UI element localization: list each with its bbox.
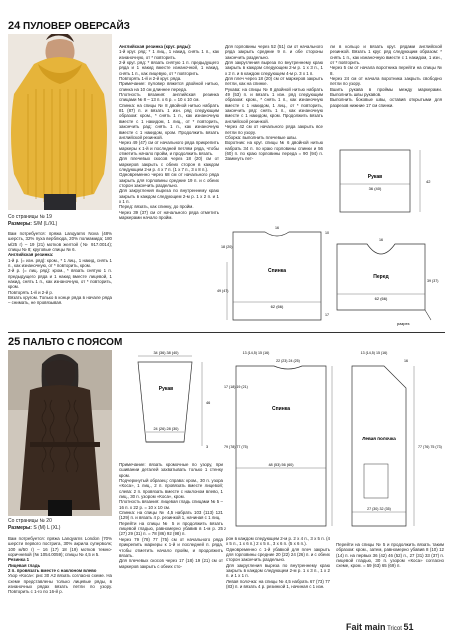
sizes-label: Размеры:	[8, 525, 32, 531]
paragraph: Примечание: вязать кромочные по узору, при сшивании деталей захватывать только 1 стенку кром.	[119, 462, 223, 478]
coat-illustration	[8, 350, 112, 516]
paragraph: Спинка: на спицы № 4,5 набрать 103 (113) 121 (129) п. и вязать 4 р. резинкой 1, начиная с 1 лиц.	[119, 510, 223, 521]
paragraph: Для плечевых скосов через 17 (18) 19 (21) см от маркеров закрыть с обеих сто-	[119, 558, 223, 569]
paragraph: Плотность вязания: лицевая гладь спицами № 5 – 16 п. х 22 р. = 10 х 10 см.	[119, 499, 223, 510]
paragraph: Вам потребуется: пряжа Lanqyarns London (70% шерсти первого постригa, 30% акрила суперволк; 100 м/50 г) – 16 (17) 18 (19) мотков темно-коричневой (№ 1054.0059); спицы № 4,5 и 5.	[8, 536, 112, 558]
section1-column4	[330, 44, 442, 134]
paragraph: Для горловины через 52 (51) см от начального ряда закрыть средние 9 п. и обе стороны закончить раздельно.	[225, 44, 323, 60]
paragraph: Примечание: пуловер вяжется двойной нитью, спинка на 10 см длиннее переда.	[119, 81, 219, 92]
paragraph: Через 24 см от начала воротника закрыть свободно петли по узору.	[330, 76, 442, 87]
paragraph: Повторять 1-й и 2-й р.	[8, 289, 54, 295]
body-diagram-24	[217, 222, 443, 328]
back-neck: 16	[275, 226, 279, 230]
front-top: 13 (14,5) 15 (16)	[360, 351, 388, 355]
paragraph: Перед: вязать, как спинку, до пройм.	[119, 204, 194, 210]
section-number: 25	[8, 336, 21, 348]
paragraph: Перейти на спицы № 5 и продолжить вязать лицевой гладью, равномерно убавив в 1-м р. 25 (27) 29 (31) п. = 78 (86) 92 (98) п.	[119, 520, 223, 537]
paragraph: Одновременно через 68 см от начального ряда закрыть для горловины средние 19 п. и с обеих сторон закончить раздельно.	[119, 172, 219, 188]
back-top: 10	[325, 231, 329, 235]
section2-column1	[8, 536, 112, 632]
back-hem: 2	[224, 527, 226, 531]
section-title-25	[8, 336, 122, 348]
paragraph-heading: Английская резинка (круг. ряды):	[119, 44, 192, 49]
section2-column3	[226, 536, 330, 632]
sleeve-width: 36 (40)	[368, 186, 382, 191]
back-height-1: 49 (47)	[217, 289, 229, 293]
brand-name: Fait main	[346, 622, 386, 632]
paragraph: Для закругления выреза по внутреннему краю закрыть в каждом следующем 2-м р. 1 х 3 п., 1 х 2 п. и 1 х 1 п.	[226, 562, 330, 579]
coat-photo	[8, 350, 112, 516]
front-neck: 16	[379, 238, 383, 242]
back-shoulder-height: 17 (18) 19 (21)	[224, 385, 248, 389]
sleeve-top: 34 (36) 38 (40)	[153, 351, 179, 355]
slit-label: разрез	[397, 321, 410, 326]
paragraph: Сборка: выполнить плечевые швы.	[225, 134, 297, 140]
paragraph: рон в каждом следующем 2-м р. 2 х 4 п., 3 х 5 п. (4 х 5 п., 1 х 6 п.) 2 х 5 п., 3 х 6 п. (5 х 6 п.).	[226, 536, 330, 547]
sizes-line	[8, 221, 57, 227]
paragraph: Левая полочка: на спицы № 4,5 набрать 67 (73) 77 (83) п. и вязать 4 р. резинкой 1, начиная с 1 изн.	[226, 578, 330, 590]
paragraph: 2-й круг. ряд: * вязать снятую 1 п. предыдущего ряда и 1 накид вместе изнаночной, 1 накид, снять 1 п., как лицевую, от * повторить.	[119, 60, 219, 76]
paragraph: ли в кольцо и вязать круг. рядами английской резинкой. Вязать 1 круг. ряд следующим образом: * снять 1 п., как изнаночную вместе с 1 накидом, 1 изн., от * повторить.	[330, 44, 442, 66]
paragraph: Для закругления выреза по внутреннему краю закрыть в каждом следующем 2-м р. 1 х 3 п., 1 х 2 п. и в каждом следующем 4-м р. 3 х 1 п.	[225, 60, 323, 76]
front-neck: 16	[404, 359, 408, 363]
paragraph: Подчеркнутый образец: справа: кром., 30 п. узора «Коса», 1 лиц., 2 п. провязать вместе лицевой; слева: 2 п. провязать вместе с наклоном влево, 1 лиц., 30 п. узором «Коса», кром.	[119, 478, 223, 500]
paragraph: Через 42 см от начального ряда закрыть все петли по узору.	[225, 124, 323, 135]
paragraph-heading: Английская резинка:	[8, 252, 54, 258]
sleeve-cuff: 3	[206, 445, 209, 449]
paragraph: Через 39 (37) см от начального ряда отметить маркерами начало пройм.	[119, 209, 219, 220]
section1-column3	[225, 44, 323, 219]
back-neck: 22 (23) 24 (25)	[276, 359, 300, 363]
sweater-photo	[8, 34, 112, 210]
section2-column4	[336, 542, 444, 616]
section-title-text: ПУЛОВЕР ОВЕРСАЙЗ	[23, 21, 130, 32]
section-divider	[8, 332, 445, 333]
back-width: 62 (66)	[270, 304, 284, 309]
page-number: 51	[403, 622, 414, 632]
paragraph-heading: Лицевая гладь	[8, 562, 41, 568]
sleeve-height: 46	[206, 401, 211, 405]
paragraph: 2-й р. (= лиц. ряд): кром., * вязать снятую 1 п. предыдущего ряда и 1 накид вместе лицевой, 1 накид, снять 1 п., как изнаночную, от * повторить, кром.	[8, 268, 112, 290]
back-label: Спинка	[271, 406, 291, 412]
sizes-value: S/M (L/XL)	[33, 221, 58, 227]
paragraph: Для плеч через 18 (20) см от маркеров закрыть петли, как на спинке.	[225, 76, 323, 87]
front-label: Перед	[373, 274, 389, 280]
paragraph: Воротник: на круг. спицы № 6 двойной нитью набрать 34 п. по краю горловины спинки и 56 (60) п. по краю горловины переда = 90 (94) п. Замкнуть пет-	[225, 140, 323, 162]
back-label: Спинка	[267, 268, 287, 274]
sleeve-diagram-24	[330, 138, 442, 218]
sleeve-bottom: 24 (26) 28 (30)	[153, 427, 179, 431]
section-title-text: ПАЛЬТО С ПОЯСОМ	[23, 337, 123, 348]
back-top: 13 (14,5) 15 (16)	[242, 351, 270, 355]
photo-caption: Со страницы № 20	[8, 518, 52, 524]
photo-caption: Со страницы № 19	[8, 214, 52, 220]
paragraph: Плотность вязания: английская резинка спицами № 8 – 13 п. х 6 р. = 10 х 10 см.	[119, 92, 219, 103]
paragraph: Выполнить боковые швы, оставив открытыми для разрезов нижние 17 см спинки.	[330, 97, 442, 108]
front-width: 27 (30) 32 (35)	[367, 507, 391, 511]
section-number: 24	[8, 20, 21, 32]
paragraph: Узор «Коса»: рис 30 А2 вязать согласно схеме. На схеме представлены только лицевые ряды, в изнаночных рядах вязать петли по узору. Повторить с 1-го по 16-й р.	[8, 573, 112, 595]
paragraph-heading: 2 п. провязать вместе с наклоном влево	[8, 568, 97, 574]
paragraph: Рукава: на спицы № 8 двойной нитью набрать 49 (53) п. и вязать 1 изн. ряд следующим образом: кром., * снять 1 п., как изнаночную вместе с 1 накидом, 1 лиц., от * повторить, закончить ряд: снять 1 п., как изнаночную вместе с 1 накидом, кром. Продолжить вязать английской резинкой.	[225, 86, 323, 124]
sweater-illustration	[8, 34, 112, 210]
section2-column2	[119, 462, 223, 634]
section-title-24	[8, 20, 130, 32]
paragraph: Перейти на спицы № 5 и продолжить вязать таким образом: кром., затем, равномерно убавив 8 (10) 12 (14) п. на первых 36 (42) 46 (52) п., 27 (31) 33 (37) п. лицевой гладью, 30 п. узором «Коса» согласно схеме, кром. = 59 (63) 65 (69) п.	[336, 542, 444, 569]
front-height: 39 (37)	[427, 279, 439, 283]
slit-height: 17	[325, 313, 329, 317]
front-height: 77 (76) 75 (73)	[418, 445, 442, 449]
paragraph: 1-й круг. ряд: * 1 лиц., 1 накид, снять 1 п., как изнаночную, от * повторить.	[119, 49, 219, 60]
page-footer	[346, 622, 414, 632]
section1-column2	[119, 44, 219, 326]
paragraph: Вшить рукава в проймы между маркерами. Выполнить швы рукавов.	[330, 86, 442, 98]
sizes-value: S (M) L (XL)	[33, 525, 61, 531]
section1-column1	[8, 231, 112, 323]
front-label: Левая полочка	[362, 436, 396, 441]
paragraph: Через 79 (78) 77 (75) см от начального ряда прикрепить маркеры к 1-й и последней п. ряда, чтобы отметить начало пройм, и продолжить вязать.	[119, 536, 223, 558]
brand-sub: Tricot	[387, 626, 402, 632]
paragraph: 1-й р. (= изн. ряд): кром., * 1 лиц., 1 накид, снять 1 п., как изнаночную, от * повторить, кром.	[8, 257, 112, 269]
back-width: 48 (53) 56 (60)	[268, 463, 294, 467]
front-width: 62 (66)	[374, 296, 388, 301]
paragraph: Одновременно с 1-й убавкой для плеч закрыть для горловины средние 20 (22) 24 (26) п. и с обеих сторон закончить раздельно.	[226, 546, 330, 563]
paragraph: Спинка: на спицы № 8 двойной нитью набрать 81 (87) п. и вязать 1 изн. ряд следующим образом: кром., * снять 1 п., как изнаночную вместе с 1 накидом, 1 лиц., от * повторить, закончить рад: снять 1 п., как изнаночную вместе с 1 накидом, кром. Продолжить вязать английской резинкой.	[119, 102, 219, 140]
paragraph: Для закругления выреза по внутреннему краю закрыть в каждом следующем 2-м р. 1 х 2 п. и 1 х 1 п.	[119, 188, 219, 204]
paragraph: Через 49 (47) см от начального ряда прикрепить маркеры к 1-й и последней петлям ряда, чтобы отметить начало пройм, и продолжить вязать.	[119, 140, 219, 156]
sleeve-label: Рукав	[158, 386, 174, 392]
sizes-line	[8, 525, 60, 531]
paragraph: Вам потребуется: пряжа Lanqyarns Nova (48% шерсть, 32% пуха верблюда, 20% полиамида; 180 м/25 г) – 19 (21) мотков желтой (№ 917.0014); спицы № 8; круговые спицы № 6.	[8, 231, 112, 253]
back-height: 79 (78) 77 (75)	[224, 445, 248, 449]
back-height-2: 18 (20)	[221, 245, 233, 249]
paragraph: Через 5 см от начала воротника перейти на спицы № 8.	[330, 65, 442, 76]
body-diagram-25	[226, 348, 444, 534]
paragraph: Для плечевых скосов через 18 (20) см от маркеров закрыть с обеих сторон в каждом следующем 2-м р. 4 х 7 п. (1 х 7 п., 3 х 8 п.).	[119, 156, 219, 172]
paragraph-heading: Резинка 1	[8, 557, 30, 563]
paragraph: Вязать кругом. Только в конце ряда в начале ряда – снимать, не провязывая.	[8, 295, 112, 306]
paragraph: Повторять 1-й и 2-й круг. ряда.	[119, 76, 182, 82]
sizes-label: Размеры:	[8, 221, 32, 227]
sleeve-label: Рукав	[367, 174, 383, 180]
sleeve-height: 42	[426, 179, 431, 184]
sleeve-diagram-25	[118, 348, 224, 458]
